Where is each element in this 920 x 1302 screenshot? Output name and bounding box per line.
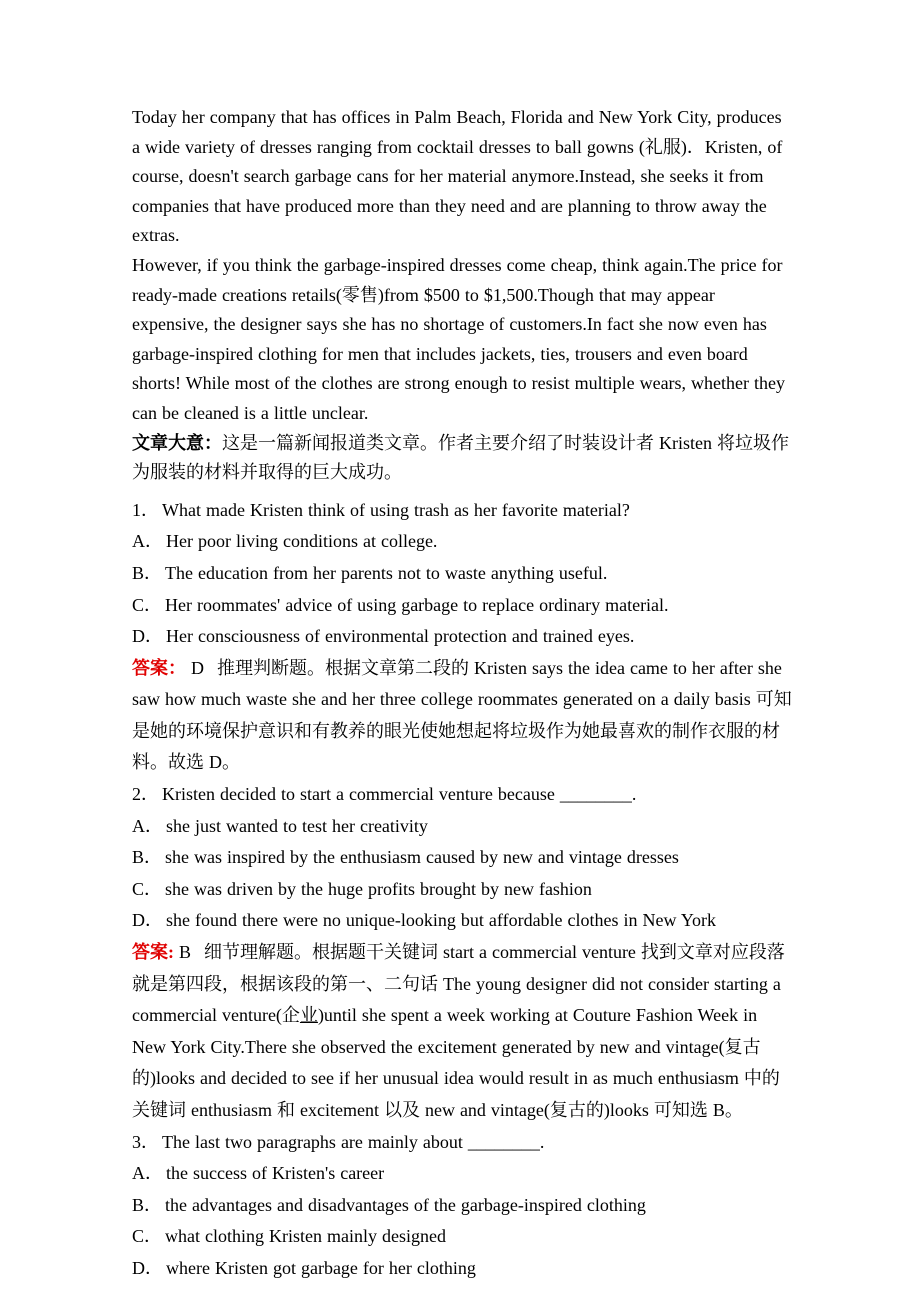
option-text: the success of Kristen's career <box>166 1163 385 1184</box>
question-1-option-b <box>132 558 794 590</box>
summary-label: 文章大意： <box>132 432 222 453</box>
option-text: the advantages and disadvantages of the garbage-inspired clothing <box>165 1194 646 1215</box>
worksheet-page <box>132 103 794 1285</box>
option-letter: B． <box>132 562 163 583</box>
question-2-number: 2． <box>132 784 159 805</box>
answer-label: 答案: <box>132 942 174 963</box>
question-1 <box>132 495 794 779</box>
question-3 <box>132 1127 794 1285</box>
question-2-answer <box>132 937 794 1127</box>
question-3-stem <box>132 1127 794 1159</box>
question-1-answer <box>132 653 794 779</box>
option-text: she just wanted to test her creativity <box>166 815 428 836</box>
option-text: she found there were no unique-looking but affordable clothes in New York <box>166 910 717 931</box>
option-letter: C． <box>132 1226 163 1247</box>
option-letter: C． <box>132 594 163 615</box>
passage-paragraph-2: However, if you think the garbage-inspired dresses come cheap, think again.The price for ready-made creations retails(零售)from $500 to $1,500.Though that may appear expensive, the designer says she has no shortage of customers.In fact she now even has garbage-inspired clothing for men that includes jackets, ties, trousers and even board shorts! While most of the clothes are strong enough to resist multiple wears, whether they can be cleaned is a little unclear. <box>132 254 786 423</box>
passage-paragraph-1: Today her company that has offices in Palm Beach, Florida and New York City, produces a wide variety of dresses ranging from cocktail dresses to ball gowns (礼服)．Kristen, of course, doesn't search garbage cans for her material anymore.Instead, she seeks it from companies that have produced more than they need and are planning to throw away the extras. <box>132 107 783 246</box>
question-3-text: The last two paragraphs are mainly about ________. <box>162 1131 545 1152</box>
option-text: she was inspired by the enthusiasm caused by new and vintage dresses <box>165 847 679 868</box>
option-letter: A． <box>132 1163 163 1184</box>
question-1-number: 1． <box>132 499 159 520</box>
option-letter: B． <box>132 1194 163 1215</box>
question-3-option-a <box>132 1158 794 1190</box>
answer-letter: D <box>191 657 204 678</box>
summary-text: 这是一篇新闻报道类文章。作者主要介绍了时装设计者 Kristen 将垃圾作为服装的材料并取得的巨大成功。 <box>132 432 789 483</box>
question-2-text: Kristen decided to start a commercial venture because ________. <box>162 784 637 805</box>
option-letter: D． <box>132 626 163 647</box>
answer-explanation-part-3: )until she spent a week working at Couture Fashion Week in New York City.There she observed the excitement generated by new and vintage(复古的)looks and decided to see if her unusual idea would result in as much enthusiasm 中的关键词 enthusiasm 和 excitement 以及 new and vintage(复古的)looks 可知选 B。 <box>132 1005 780 1120</box>
question-section <box>132 495 794 1285</box>
answer-label: 答案： <box>132 657 186 678</box>
option-letter: C． <box>132 878 163 899</box>
option-text: Her consciousness of environmental protection and trained eyes. <box>166 626 635 647</box>
question-1-option-d <box>132 621 794 653</box>
question-2-option-a <box>132 811 794 843</box>
option-text: where Kristen got garbage for her clothing <box>166 1257 476 1278</box>
option-letter: A． <box>132 531 163 552</box>
question-2-option-c <box>132 874 794 906</box>
option-text: Her poor living conditions at college. <box>166 531 438 552</box>
answer-explanation-part-2-underlined: 业 <box>299 1005 318 1026</box>
question-1-text: What made Kristen think of using trash as her favorite material? <box>162 499 630 520</box>
question-3-option-d <box>132 1253 794 1285</box>
question-3-option-c <box>132 1221 794 1253</box>
answer-letter: B <box>179 942 192 963</box>
option-text: The education from her parents not to waste anything useful. <box>165 562 608 583</box>
question-1-stem <box>132 495 794 527</box>
option-text: what clothing Kristen mainly designed <box>165 1226 446 1247</box>
question-1-option-c <box>132 590 794 622</box>
answer-explanation-part-1: 细节理解题。根据题干关键词 start a commercial venture 找到文章对应段落就是第四段，根据该段的第一、二句话 The young designer did not consider starting a commercial venture(企 <box>132 942 785 1026</box>
question-1-option-a <box>132 526 794 558</box>
passage-summary <box>132 429 794 488</box>
option-text: she was driven by the huge profits brought by new fashion <box>165 878 592 899</box>
question-3-option-b <box>132 1190 794 1222</box>
question-2 <box>132 779 794 1127</box>
option-letter: B． <box>132 847 163 868</box>
option-letter: A． <box>132 815 163 836</box>
question-2-stem <box>132 779 794 811</box>
option-text: Her roommates' advice of using garbage to replace ordinary material. <box>165 594 669 615</box>
reading-passage <box>132 103 794 488</box>
question-3-number: 3． <box>132 1131 159 1152</box>
option-letter: D． <box>132 1257 163 1278</box>
option-letter: D． <box>132 910 163 931</box>
question-2-option-d <box>132 905 794 937</box>
answer-explanation: 推理判断题。根据文章第二段的 Kristen says the idea came to her after she saw how much waste she and her three college roommates generated on a daily basis 可知是她的环境保护意识和有教养的眼光使她想起将垃圾作为她最喜欢的制作衣服的材料。故选 D。 <box>132 657 792 773</box>
question-2-option-b <box>132 842 794 874</box>
